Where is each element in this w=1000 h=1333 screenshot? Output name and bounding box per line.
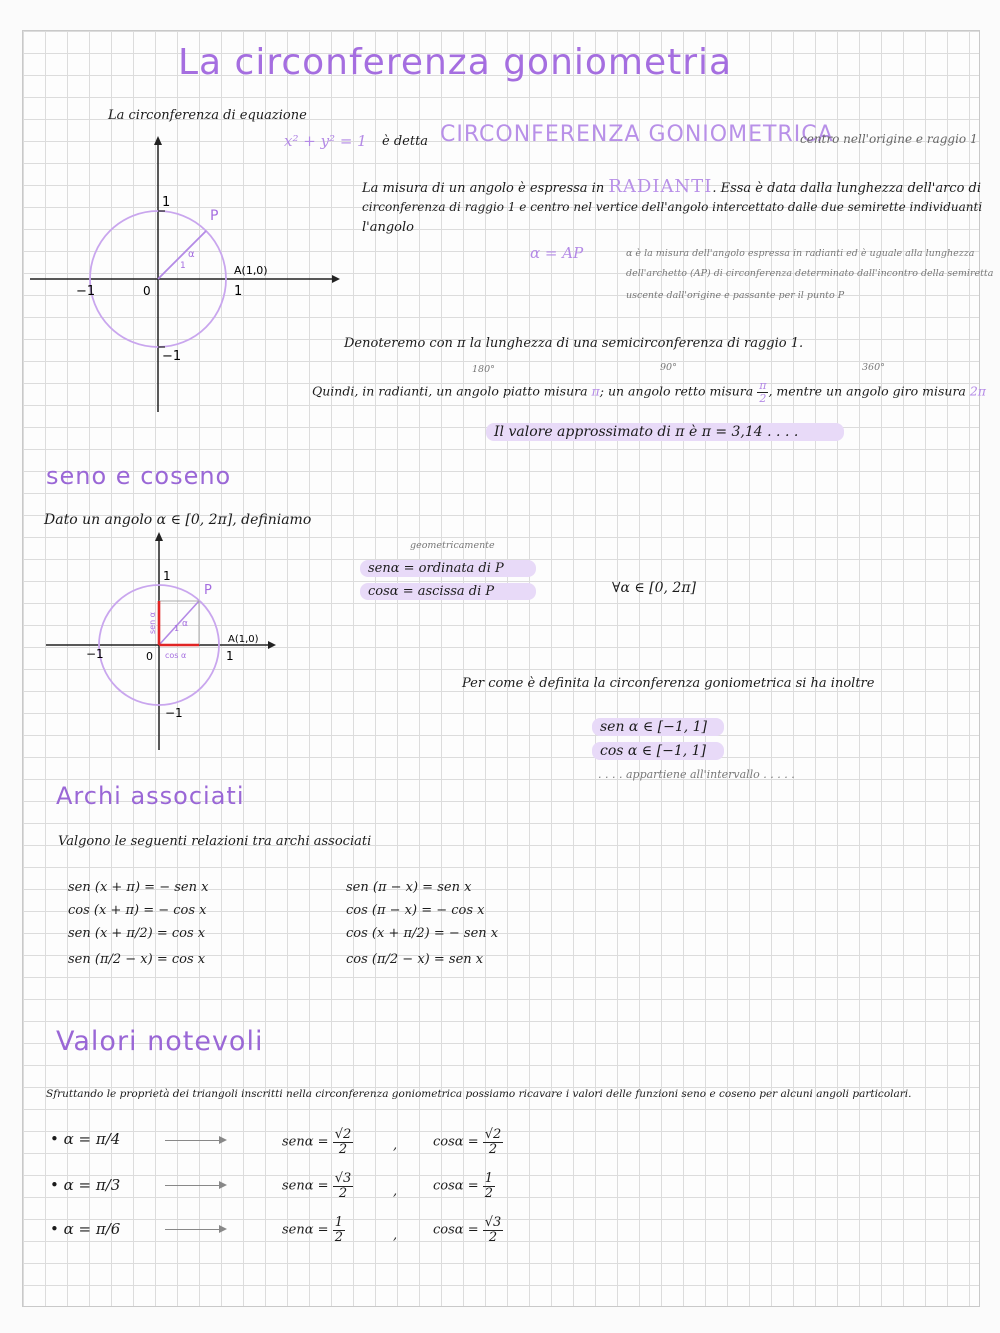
valori-row-1-sen: senα = $\frac{√2}{2}$ — [282, 1127, 352, 1157]
label-origin: 0 — [143, 284, 151, 298]
cos-definition: cosα = ascissa di P — [360, 583, 536, 600]
appartiene-note: . . . . appartiene all'intervallo . . . . . — [598, 768, 795, 781]
cos-fraction: $\frac{√3}{2}$ — [484, 1215, 502, 1245]
valori-row-3-angle: • α = π/6 — [50, 1220, 121, 1238]
valori-row-1-angle: • α = π/4 — [50, 1130, 121, 1148]
circonferenza-goniometrica-label: CIRCONFERENZA GONIOMETRICA — [440, 122, 834, 147]
geometricamente-note: geometricamente — [410, 540, 495, 551]
archi-intro: Valgono le seguenti relazioni tra archi associati — [58, 834, 372, 849]
equation: x² + y² = 1 — [284, 132, 367, 150]
archi-right-2: cos (π − x) = − cos x — [346, 903, 485, 918]
label-xm1: −1 — [76, 284, 96, 299]
label-origin: 0 — [146, 650, 153, 663]
comma: , — [393, 1138, 398, 1153]
label-xm1: −1 — [86, 647, 104, 661]
intro-text: La circonferenza di equazione — [108, 108, 307, 123]
sen-fraction: $\frac{√3}{2}$ — [334, 1171, 352, 1201]
valori-row-3-sen: senα = $\frac{1}{2}$ — [282, 1215, 343, 1245]
radianti-line1: La misura di un angolo è espressa in RADIANTI. Essa è data dalla lunghezza dell'arco di — [362, 176, 982, 197]
label-alpha: α — [182, 619, 188, 629]
forall-alpha: ∀α ∈ [0, 2π] — [612, 580, 697, 596]
valori-row-3-cos: cosα = $\frac{√3}{2}$ — [433, 1215, 502, 1245]
heading-archi-associati: Archi associati — [56, 782, 245, 810]
sen-interval: sen α ∈ [−1, 1] — [592, 718, 724, 736]
centro-note: centro nell'origine e raggio 1 — [800, 132, 978, 146]
y-axis-arrow — [155, 532, 163, 541]
label-ym1: −1 — [165, 706, 183, 720]
alpha-note-3: uscente dall'origine e passante per il punto P — [626, 290, 845, 301]
pi-half-fraction: $\frac{\pi}{2}$ — [759, 379, 767, 405]
cos-fraction: $\frac{1}{2}$ — [484, 1171, 494, 1201]
x-axis-arrow — [332, 275, 340, 283]
comma: , — [393, 1184, 398, 1199]
archi-right-3: cos (x + π/2) = − sen x — [346, 926, 499, 941]
cos-interval: cos α ∈ [−1, 1] — [592, 742, 724, 760]
label-ym1: −1 — [162, 349, 182, 364]
pi-definition: Denoteremo con π la lunghezza di una semicirconferenza di raggio 1. — [344, 336, 804, 351]
label-P: P — [210, 208, 219, 224]
alpha-formula: α = AP — [530, 244, 584, 262]
radianti-word: RADIANTI — [608, 176, 713, 197]
heading-seno-coseno: seno e coseno — [46, 462, 232, 490]
label-sen: sen α — [148, 612, 157, 634]
x-axis-arrow — [268, 641, 276, 649]
unit-circle-figure-2 — [44, 530, 284, 755]
arrow-icon — [165, 1185, 225, 1186]
radianti-line3: l'angolo — [362, 220, 414, 235]
pi-approx-highlight: Il valore approssimato di π è π = 3,14 . . . . — [486, 423, 844, 441]
sen-fraction: $\frac{√2}{2}$ — [334, 1127, 352, 1157]
archi-left-1: sen (x + π) = − sen x — [68, 880, 209, 895]
label-alpha: α — [188, 249, 195, 260]
label-x1: 1 — [234, 284, 243, 299]
deg-180: 180° — [472, 364, 495, 375]
label-y1: 1 — [163, 569, 171, 583]
detta-text: è detta — [382, 134, 429, 149]
archi-right-1: sen (π − x) = sen x — [346, 880, 472, 895]
valori-row-2-cos: cosα = $\frac{1}{2}$ — [433, 1171, 494, 1201]
label-cos: cos α — [165, 651, 187, 660]
valori-row-2-angle: • α = π/3 — [50, 1176, 121, 1194]
unit-circle-figure-1 — [28, 132, 348, 422]
deg-90: 90° — [660, 362, 677, 373]
heading-valori-notevoli: Valori notevoli — [56, 1026, 264, 1057]
alpha-note-2: dell'archetto (AP) di circonferenza determinato dall'incontro della semiretta — [626, 268, 994, 279]
deg-360: 360° — [862, 362, 885, 373]
arrow-icon — [165, 1229, 225, 1230]
valori-row-2-sen: senα = $\frac{√3}{2}$ — [282, 1171, 352, 1201]
dato-angolo: Dato un angolo α ∈ [0, 2π], definiamo — [44, 512, 312, 528]
label-A: A(1,0) — [234, 264, 268, 277]
valori-intro: Sfruttando le proprietà dei triangoli inscritti nella circonferenza goniometrica possiamo ricavare i valori delle funzioni seno e coseno per alcuni angoli particolari. — [46, 1088, 912, 1100]
archi-left-4: sen (π/2 − x) = cos x — [68, 952, 206, 967]
arrow-icon — [165, 1140, 225, 1141]
valori-row-1-cos: cosα = $\frac{√2}{2}$ — [433, 1127, 502, 1157]
alpha-note-1: α è la misura dell'angolo espressa in radianti ed è uguale alla lunghezza — [626, 248, 975, 259]
quindi-line: Quindi, in radianti, un angolo piatto misura π; un angolo retto misura $\frac{\pi}{2}$ , mentre un angolo giro misura 2π — [312, 379, 987, 405]
per-come-text: Per come è definita la circonferenza goniometrica si ha inoltre — [462, 676, 875, 691]
label-x1: 1 — [226, 649, 234, 663]
label-A: A(1,0) — [228, 634, 259, 645]
archi-left-2: cos (x + π) = − cos x — [68, 903, 207, 918]
sen-fraction: $\frac{1}{2}$ — [334, 1215, 343, 1245]
archi-right-4: cos (π/2 − x) = sen x — [346, 952, 484, 967]
archi-left-3: sen (x + π/2) = cos x — [68, 926, 206, 941]
sen-definition: senα = ordinata di P — [360, 560, 536, 577]
y-axis-arrow — [154, 136, 162, 145]
label-y1: 1 — [162, 195, 171, 210]
cos-fraction: $\frac{√2}{2}$ — [484, 1127, 502, 1157]
page-title: La circonferenza goniometria — [178, 42, 733, 83]
comma: , — [393, 1228, 398, 1243]
label-r: 1 — [174, 624, 180, 633]
label-P: P — [204, 583, 212, 598]
radius-op — [159, 601, 199, 645]
radianti-line2: circonferenza di raggio 1 e centro nel vertice dell'angolo intercettato dalle due semirette individuanti — [362, 200, 983, 214]
label-r: 1 — [180, 261, 186, 271]
radius-op — [158, 231, 206, 279]
